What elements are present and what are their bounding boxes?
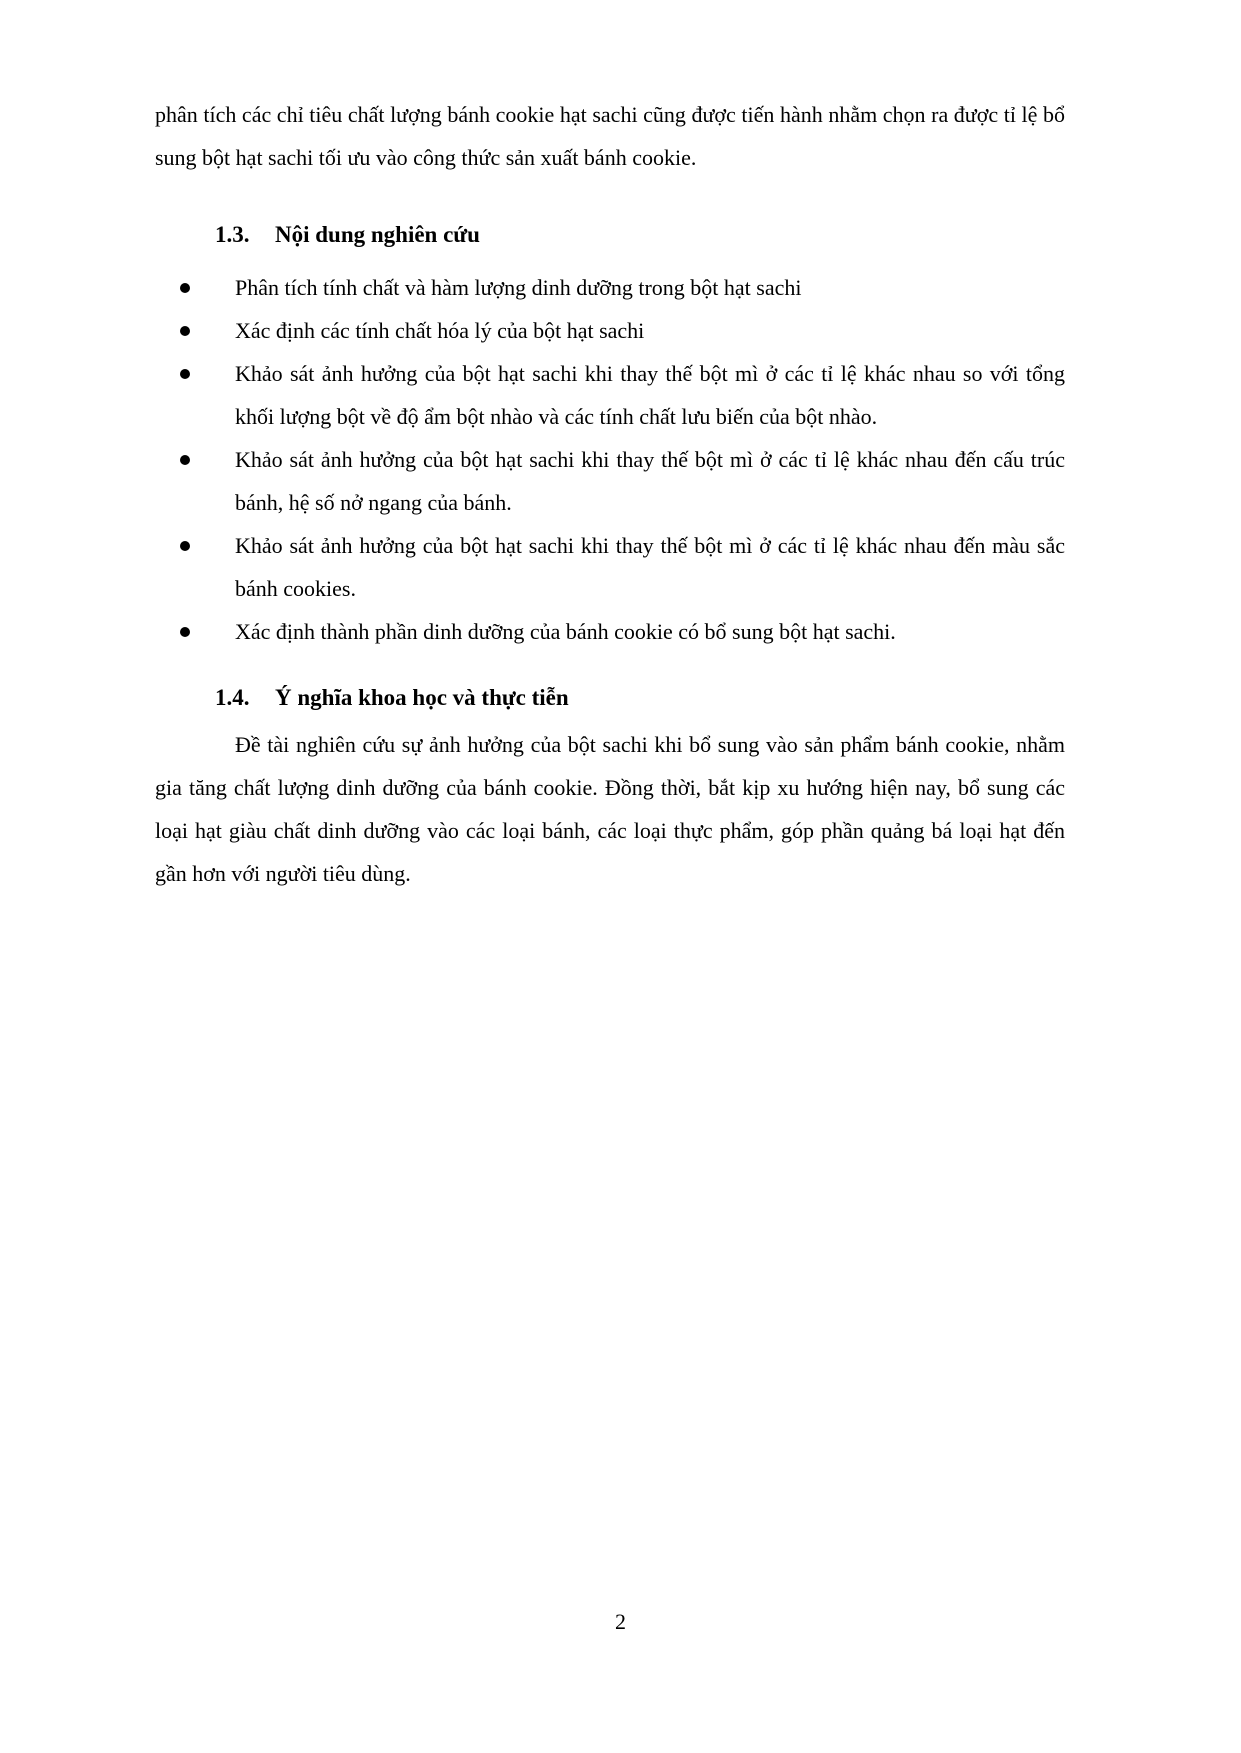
list-item-text: Xác định thành phần dinh dưỡng của bánh cookie có bổ sung bột hạt sachi. — [235, 619, 896, 644]
page-number: 2 — [615, 1609, 626, 1634]
intro-paragraph: phân tích các chỉ tiêu chất lượng bánh cookie hạt sachi cũng được tiến hành nhằm chọn ra được tỉ lệ bổ sung bột hạt sachi tối ưu vào công thức sản xuất bánh cookie. — [155, 102, 1065, 170]
bullet-dot-icon — [180, 283, 190, 293]
section-heading-1-3 — [155, 213, 1065, 256]
bullet-dot-icon — [180, 455, 190, 465]
bullet-dot-icon — [180, 369, 190, 379]
bullet-dot-icon — [180, 627, 190, 637]
section-heading-1-4 — [155, 676, 1065, 719]
list-item — [155, 438, 1065, 524]
section-title: Nội dung nghiên cứu — [275, 222, 480, 247]
list-item — [155, 352, 1065, 438]
list-item-text: Phân tích tính chất và hàm lượng dinh dưỡng trong bột hạt sachi — [235, 275, 802, 300]
list-item — [155, 524, 1065, 610]
page-content — [155, 93, 1065, 895]
bullet-dot-icon — [180, 326, 190, 336]
section-number: 1.4. — [215, 685, 250, 710]
list-item-text: Khảo sát ảnh hưởng của bột hạt sachi khi thay thế bột mì ở các tỉ lệ khác nhau so với tổng khối lượng bột về độ ẩm bột nhào và các tính chất lưu biến của bột nhào. — [235, 361, 1065, 429]
section-number: 1.3. — [215, 222, 250, 247]
list-item — [155, 610, 1065, 653]
significance-paragraph: Đề tài nghiên cứu sự ảnh hưởng của bột sachi khi bổ sung vào sản phẩm bánh cookie, nhằm gia tăng chất lượng dinh dưỡng của bánh cookie. Đồng thời, bắt kịp xu hướng hiện nay, bổ sung các loại hạt giàu chất dinh dưỡng vào các loại bánh, các loại thực phẩm, góp phần quảng bá loại hạt đến gần hơn với người tiêu dùng. — [155, 732, 1065, 886]
list-item-text: Khảo sát ảnh hưởng của bột hạt sachi khi thay thế bột mì ở các tỉ lệ khác nhau đến cấu trúc bánh, hệ số nở ngang của bánh. — [235, 447, 1065, 515]
research-content-list — [155, 266, 1065, 653]
list-item — [155, 309, 1065, 352]
bullet-dot-icon — [180, 541, 190, 551]
list-item-text: Xác định các tính chất hóa lý của bột hạt sachi — [235, 318, 645, 343]
list-item-text: Khảo sát ảnh hưởng của bột hạt sachi khi thay thế bột mì ở các tỉ lệ khác nhau đến màu sắc bánh cookies. — [235, 533, 1065, 601]
section-title: Ý nghĩa khoa học và thực tiễn — [275, 685, 569, 710]
list-item — [155, 266, 1065, 309]
